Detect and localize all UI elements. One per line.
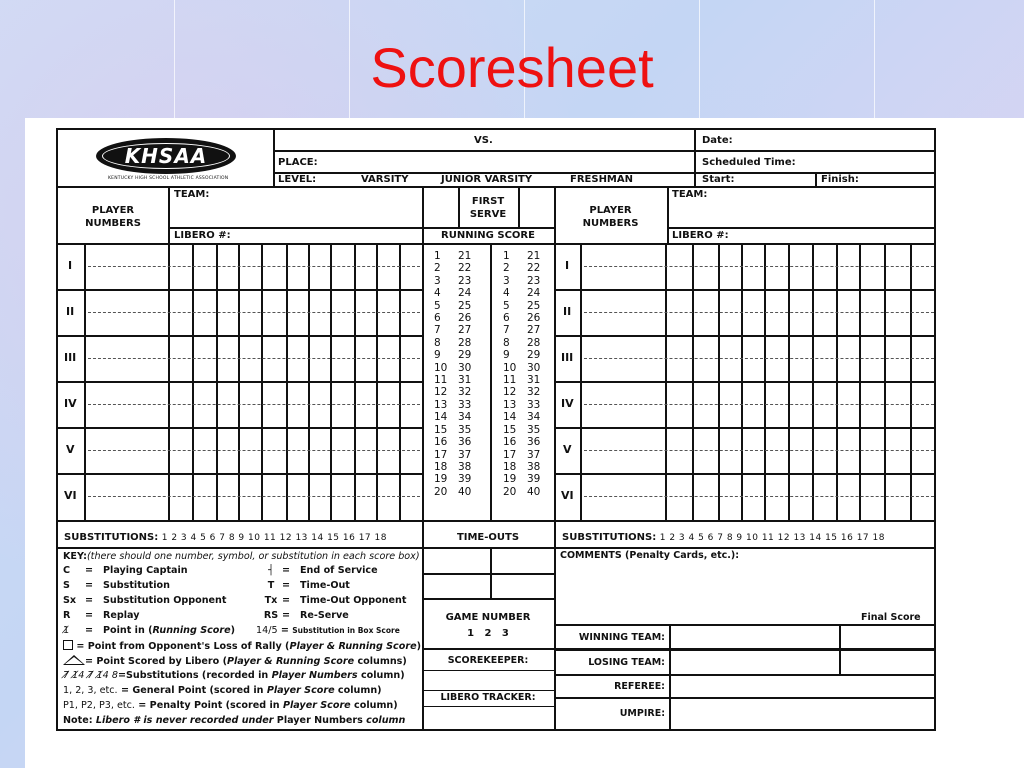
right-rotation-2: II [563,305,572,318]
right-substitution-numbers[interactable]: 1 2 3 4 5 6 7 8 9 10 11 12 13 14 15 16 17 18 [659,533,885,543]
losing-team-field[interactable] [671,651,837,673]
key-entry-substitution-opponent: Sx = Substitution Opponent [63,595,227,606]
place-field[interactable] [348,152,688,170]
winning-team-label: WINNING TEAM: [578,632,665,643]
left-substitution-numbers[interactable]: 1 2 3 4 5 6 7 8 9 10 11 12 13 14 15 16 17 18 [161,533,387,543]
level-freshman[interactable]: FRESHMAN [570,174,633,185]
winning-team-field[interactable] [671,626,837,648]
left-rotation-4: IV [64,397,77,410]
right-substitutions-label: SUBSTITUTIONS: [562,532,657,543]
key-entry-end-of-service: ┤ = End of Service [260,565,378,576]
key-entry-captain: C = Playing Captain [63,565,188,576]
left-timeout-1[interactable] [424,549,488,571]
left-rotation-6: VI [64,489,77,502]
running-score-label: RUNNING SCORE [441,230,535,241]
key-entry-substitution: S = Substitution [63,580,170,591]
winning-team-score-field[interactable] [841,626,934,648]
level-label: LEVEL: [278,174,317,185]
left-rotation-3: III [64,351,77,364]
left-timeout-2[interactable] [424,575,488,597]
right-timeout-2[interactable] [492,575,552,597]
scoresheet-page [25,118,1024,768]
left-rotation-5: V [66,443,75,456]
level-junior-varsity[interactable]: JUNIOR VARSITY [441,174,533,185]
key-entry-timeout: T = Time-Out [267,580,350,591]
scheduled-time-label: Scheduled Time: [702,157,796,168]
left-substitutions [64,532,387,543]
right-substitutions [562,532,885,543]
running-score-right[interactable]: 1 21 2 22 3 23 4 24 5 25 6 26 7 27 8 28 9 29 10 30 11 31 12 32 13 33 14 34 15 35 16 36 17 37 18 38 19 39 20 40 [503,250,541,498]
key-entry-libero-point: = Point Scored by Libero (Player & Running Score columns) [63,655,407,667]
left-team-label: TEAM: [174,189,210,200]
logo-subtitle: KENTUCKY HIGH SCHOOL ATHLETIC ASSOCIATION [108,176,229,181]
scorekeeper-label: SCOREKEEPER: [447,655,529,666]
comments-label: COMMENTS (Penalty Cards, etc.): [560,550,740,561]
level-varsity[interactable]: VARSITY [361,174,409,185]
end-of-service-icon: ┤ [268,565,274,576]
umpire-label: UMPIRE: [619,708,665,719]
umpire-field[interactable] [671,699,934,729]
slashed-one-icon: 1̸ [63,625,70,636]
slide-title: Scoresheet [370,36,654,99]
logo-text: KHSAA [102,143,230,169]
losing-team-score-field[interactable] [841,651,934,673]
date-label: Date: [702,135,733,146]
key-entry-point-in: 1̸ = Point in (Running Score) [63,625,236,636]
first-serve-label: FIRST SERVE [469,196,507,220]
referee-field[interactable] [671,676,934,696]
right-rotation-4: IV [561,397,574,410]
right-first-serve-box[interactable] [518,188,554,226]
start-label: Start: [702,174,735,185]
left-first-serve-box[interactable] [422,188,458,226]
right-rotation-1: I [565,259,570,272]
scoresheet-form [56,128,936,731]
key-entry-replay: R = Replay [63,610,140,621]
left-player-numbers-label: PLAYER NUMBERS [85,205,141,229]
key-note: Note: Libero # is never recorded under Player Numbers column [63,715,406,726]
right-team-field[interactable] [718,190,928,224]
finish-label: Finish: [821,174,859,185]
key-entry-substitutions: 7̸ 1̸4 7̸ 1̸4 8=Substitutions (recorded in Player Numbers column) [63,670,405,681]
key-entry-timeout-opponent: Tx = Time-Out Opponent [264,595,407,606]
game-number-options[interactable]: 1 2 3 [467,628,509,639]
running-score-left[interactable]: 1 21 2 22 3 23 4 24 5 25 6 26 7 27 8 28 9 29 10 30 11 31 12 32 13 33 14 34 15 35 16 36 17 37 18 38 19 39 20 40 [434,250,472,498]
referee-label: REFEREE: [614,681,665,692]
left-team-field[interactable] [218,190,418,224]
place-label: PLACE: [278,157,318,168]
key-entry-penalty-point: P1, P2, P3, etc. = Penalty Point (scored in Player Score column) [63,700,398,711]
square-icon [63,640,73,650]
left-substitutions-label: SUBSTITUTIONS: [64,532,159,543]
key-entry-loss-of-rally: = Point from Opponent's Loss of Rally (Player & Running Score) [63,640,421,652]
right-rotation-5: V [563,443,572,456]
timeouts-label: TIME-OUTS [456,532,520,543]
key-heading: KEY:(there should one number, symbol, or substitution in each score box) [63,551,420,562]
right-team-label: TEAM: [672,189,708,200]
right-rotation-6: VI [561,489,574,502]
right-libero-label: LIBERO #: [672,230,729,241]
crossed-numbers-icon: 7̸ 1̸4 7̸ 1̸4 8 [63,670,118,681]
libero-tracker-label: LIBERO TRACKER: [440,692,536,703]
triangle-icon [63,655,85,665]
final-score-label: Final Score [861,612,921,623]
key-entry-box-substitution: 14/5 = Substitution in Box Score [256,625,400,636]
right-rotation-3: III [561,351,574,364]
key-entry-re-serve: RS = Re-Serve [263,610,349,621]
game-number-label: GAME NUMBER [445,612,531,623]
libero-tracker-field[interactable] [424,707,552,729]
scorekeeper-field[interactable] [424,671,552,689]
right-player-numbers-label: PLAYER NUMBERS [582,205,639,229]
right-timeout-1[interactable] [492,549,552,571]
left-rotation-1: I [68,259,73,272]
vs-label: VS. [474,135,493,146]
left-rotation-2: II [66,305,75,318]
khsaa-logo [96,138,236,174]
key-entry-general-point: 1, 2, 3, etc. = General Point (scored in Player Score column) [63,685,382,696]
losing-team-label: LOSING TEAM: [588,657,665,668]
left-libero-label: LIBERO #: [174,230,231,241]
